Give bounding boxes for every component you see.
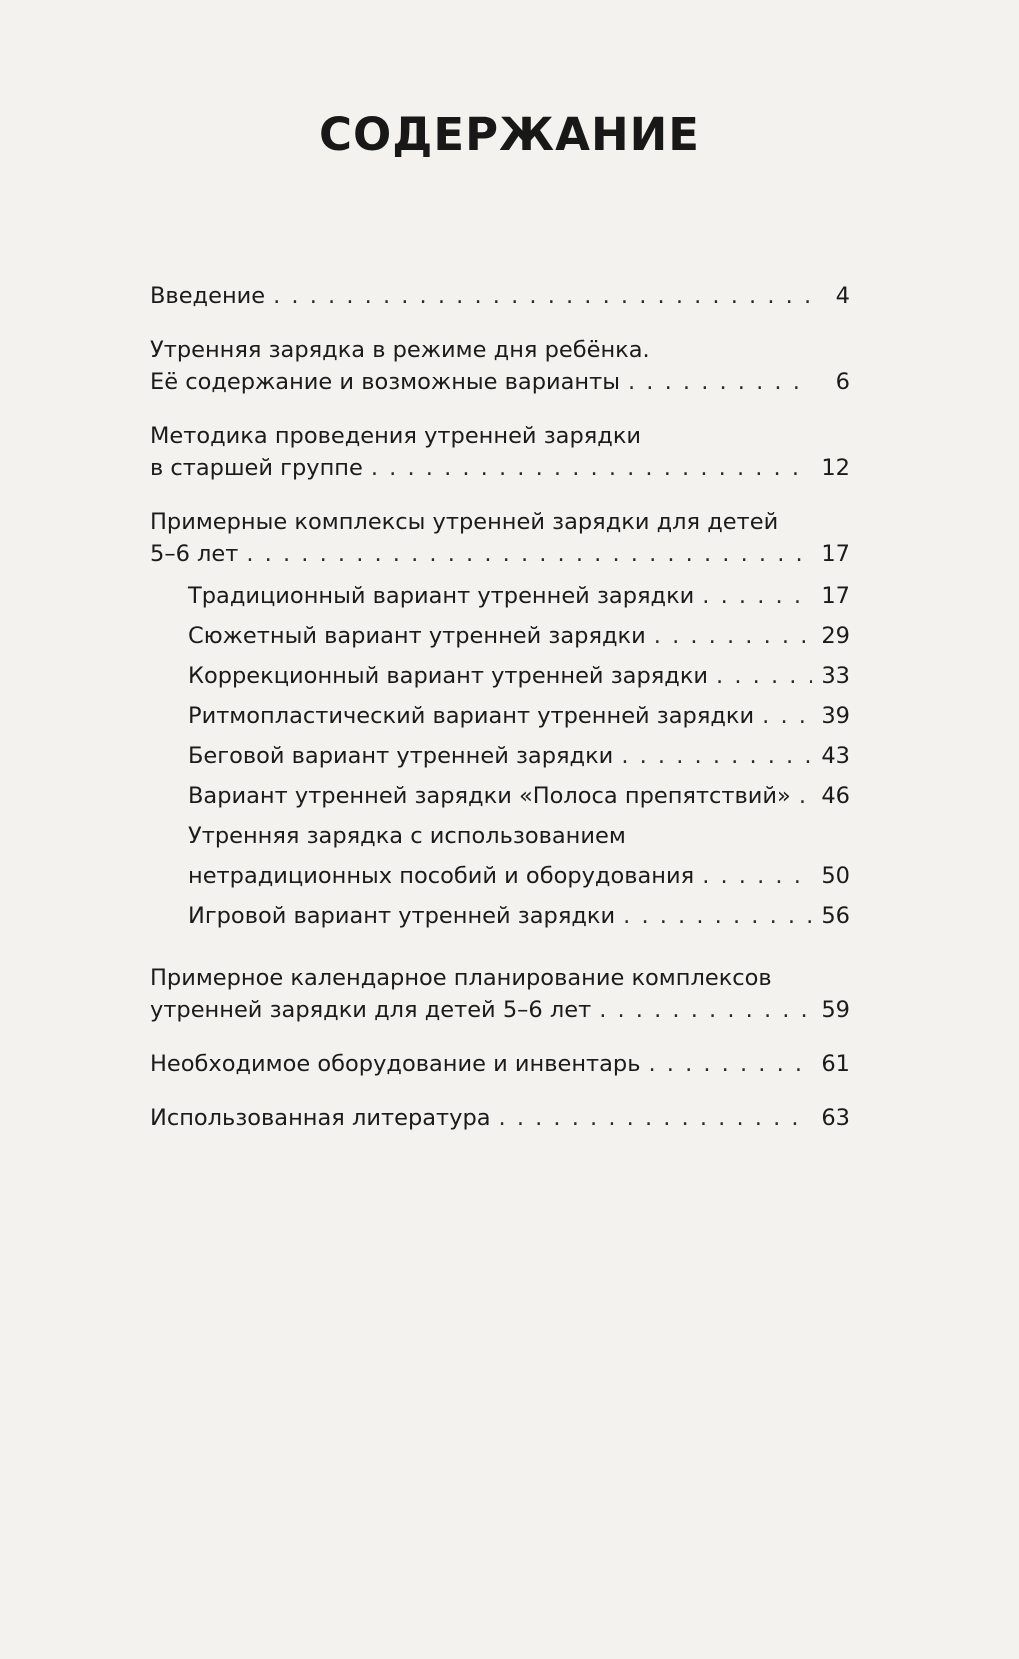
toc-entry-text: Игровой вариант утренней зарядки — [188, 903, 616, 929]
page-number: 56 — [821, 903, 850, 929]
toc-entry-text: Необходимое оборудование и инвентарь — [150, 1051, 641, 1077]
toc-entry-text: Использованная литература — [150, 1105, 491, 1131]
toc-entry-line — [150, 1102, 850, 1134]
page-number: 12 — [821, 455, 850, 481]
dot-leader — [599, 994, 812, 1026]
toc-entry-line — [188, 696, 850, 736]
toc-entry-text: Коррекционный вариант утренней зарядки — [188, 663, 709, 689]
page-number: 6 — [835, 369, 850, 395]
dot-leader — [623, 896, 812, 936]
toc-entry-text: в старшей группе — [150, 455, 363, 481]
page-number: 46 — [821, 783, 850, 809]
page-number: 63 — [821, 1105, 850, 1131]
dot-leader — [648, 1048, 812, 1080]
page-number: 50 — [821, 863, 850, 889]
page-number: 29 — [821, 623, 850, 649]
toc-subentry — [150, 656, 850, 696]
toc-entry-text: Введение — [150, 283, 266, 309]
toc-entry — [150, 1102, 850, 1134]
toc-entry-line — [150, 994, 850, 1026]
toc-entry-text: Беговой вариант утренней зарядки — [188, 743, 614, 769]
toc-subentry — [150, 816, 850, 896]
dot-leader — [702, 576, 812, 616]
toc-entry-text: Примерное календарное планирование комплексов — [150, 965, 772, 991]
dot-leader — [621, 736, 812, 776]
toc-entry-text: Сюжетный вариант утренней зарядки — [188, 623, 646, 649]
toc-entry-text: Вариант утренней зарядки «Полоса препятствий» — [188, 783, 791, 809]
toc-entry-text: Её содержание и возможные варианты — [150, 369, 620, 395]
toc-entry-text: Примерные комплексы утренней зарядки для детей — [150, 509, 779, 535]
dot-leader — [246, 538, 812, 570]
table-of-contents — [150, 280, 850, 1134]
toc-entry — [150, 280, 850, 312]
toc-entry-line — [150, 538, 850, 570]
dot-leader — [799, 776, 812, 816]
page-number: 61 — [821, 1051, 850, 1077]
toc-entry-line — [188, 656, 850, 696]
page-title: СОДЕРЖАНИЕ — [318, 108, 701, 161]
toc-entry — [150, 962, 850, 1026]
toc-subentry — [150, 776, 850, 816]
toc-entry — [150, 506, 850, 570]
toc-entry-text: Утренняя зарядка с использованием — [188, 823, 626, 849]
dot-leader — [273, 280, 812, 312]
page-number: 59 — [821, 997, 850, 1023]
toc-entry-line — [188, 856, 850, 896]
toc-entry-text: Утренняя зарядка в режиме дня ребёнка. — [150, 337, 650, 363]
dot-leader — [499, 1102, 812, 1134]
toc-entry-line — [188, 576, 850, 616]
toc-entry-line — [150, 452, 850, 484]
toc-subentry — [150, 736, 850, 776]
dot-leader — [702, 856, 812, 896]
toc-entry-line — [150, 1048, 850, 1080]
toc-entry — [150, 1048, 850, 1080]
page-number: 43 — [821, 743, 850, 769]
toc-subentry — [150, 896, 850, 936]
toc-subentry — [150, 696, 850, 736]
dot-leader — [762, 696, 812, 736]
page-number: 4 — [835, 283, 850, 309]
toc-entry-line — [150, 366, 850, 398]
toc-entry-text: Ритмопластический вариант утренней зарядки — [188, 703, 755, 729]
dot-leader — [371, 452, 812, 484]
toc-entry-text: Традиционный вариант утренней зарядки — [188, 583, 695, 609]
page-number: 17 — [821, 583, 850, 609]
dot-leader — [716, 656, 812, 696]
toc-entry-line — [150, 280, 850, 312]
toc-entry-line — [188, 616, 850, 656]
dot-leader — [628, 366, 812, 398]
toc-entry-text: утренней зарядки для детей 5–6 лет — [150, 997, 592, 1023]
toc-entry — [150, 420, 850, 484]
page-number: 17 — [821, 541, 850, 567]
toc-entry — [150, 334, 850, 398]
toc-entry-text: Методика проведения утренней зарядки — [150, 423, 642, 449]
toc-subentry — [150, 576, 850, 616]
toc-subentry — [150, 616, 850, 656]
toc-entry-text: нетрадиционных пособий и оборудования — [188, 863, 695, 889]
toc-entry-line — [188, 776, 850, 816]
toc-entry-line — [188, 736, 850, 776]
dot-leader — [654, 616, 812, 656]
toc-entry-text: 5–6 лет — [150, 541, 239, 567]
toc-entry-line — [188, 896, 850, 936]
page-number: 33 — [821, 663, 850, 689]
page-number: 39 — [821, 703, 850, 729]
